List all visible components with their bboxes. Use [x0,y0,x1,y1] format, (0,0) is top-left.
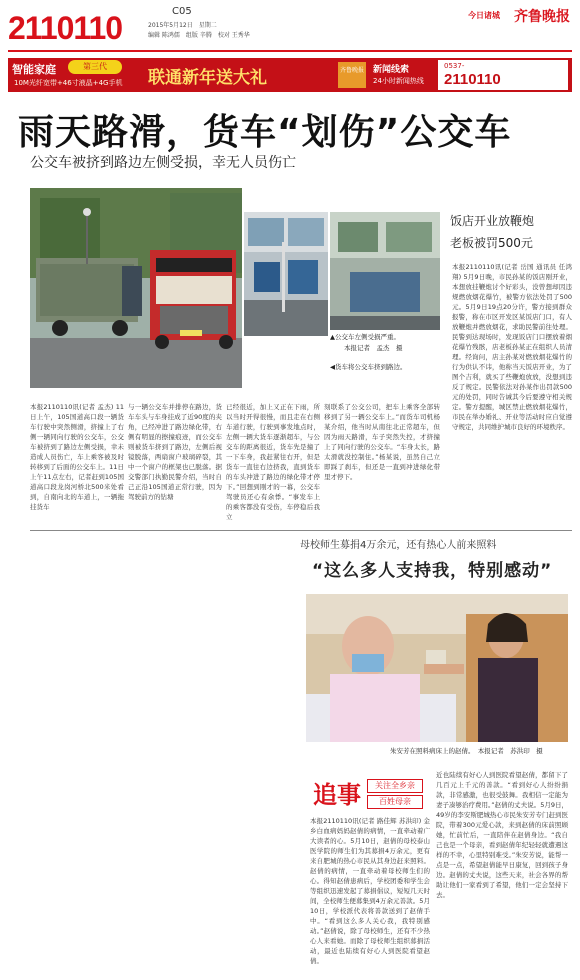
article1-headline: 雨天路滑，货车“划伤”公交车 [18,112,512,153]
article2-headline-line1: 饭店开业放鞭炮 [450,214,535,228]
article1-column-2: 与一辆公交车并排停在路边，货车车头与车身挂成了近90度的夹角，已经冲进了路边绿化带，右侧有明显的擦撞痕迹，而公交车则被货车挤到了路边，左侧后视镜脱落，两扇窗户玻璃碎裂，其中一个窗户的框架也已脱落。据交警部门执勤民警介绍，当时自己正沿105国道正常行驶，因为驾驶前方的钻塘 [128,403,222,501]
ad-area-code: 0537- [444,62,465,70]
article3-headline: “这么多人支持我，特别感动” [312,561,553,581]
column-tag-sub1: 关注全乡亲 [367,779,423,793]
article1-column-1: 本报2110110讯(记者 孟杰) 11日上午，105国道高口段一辆货车行驶中突然侧滑，挤撞上了右侧一辆同向行驶的公交车，公交车被挤到了路边左侧受损，幸未造成人员伤亡，车上乘客被及时转移到了后面的公交车上。11日上午11点左右，记者赶到105国道高口段龙岗河桥北500米处看到，自南向北的车道上，一辆拖挂货车 [30,403,124,511]
hotline-number: 2110110 [8,10,123,46]
ad-hotline-sub: 24小时新闻热线 [373,77,424,85]
column-tag-sub2: 百姓母亲 [367,795,423,809]
date-line: 2015年5月12日 星期二 [148,22,217,29]
article2-headline-line2: 老板被罚500元 [450,236,533,250]
ad-brand: 智能家庭 [12,63,56,76]
photo-caption-1: ▲公交车左侧受损严重。 [330,333,400,341]
ad-banner[interactable] [8,58,572,92]
header-rule [8,50,572,52]
column-tag-title: 追事 [313,780,361,809]
article3-column-right: 近也陆续有好心人到医院看望赵倩，都留下了几百元上千元的善款。“看到好心人纷纷捐款，非常感激，也很受鼓舞。我相信一定能为妻子凑够治疗费用。”赵倩的丈夫说。5月9日，49岁的李安斯肥城热心市民朱安芳专门赶到医院，带着300元爱心款，来到赵倩的床前照顾她，忙前忙后，一直陪伴在赵倩身边。“我自己也是一个母亲，看到赵倩年纪轻轻就遭遇这样的不幸，心里特别难受。”朱安芳说，能帮一点是一点，希望赵倩能早日康复，回到孩子身边。赵倩的丈夫说，这些天来，社会各界的帮助让他们一家看到了希望，他们一定会坚持下去。 [436,771,568,899]
ad-hotline-label: 新闻线索 [373,65,410,75]
column-tag [313,775,423,811]
photo-caption-3: ◀货车将公交车挤到路边。 [330,363,407,371]
ad-sub-line: 10M光纤宽带+46寸液晶+4G手机 [14,79,123,87]
photo-caption-2: 本报记者 孟杰 摄 [344,344,403,352]
article1-column-4: 刻联系了公交公司，把车上乘客全部转移到了另一辆公交车上。”而货车司机杨某介绍，他当时从南往北正常超车，但因为雨天路滑，车子突然失控，才挤撞上了同向行驶的公交车。“车身太长，路太滑就没控制住。”杨某说，虽然自己立即踩了刹车，但还是一直到冲进绿化带里才停下。 [324,403,440,481]
bus-and-truck-photo [30,188,242,388]
masthead-logo: 齐鲁晚报 [514,9,570,25]
section-divider [30,530,572,531]
ad-badge: 第三代 [68,60,122,74]
article3-column-left: 本报2110110讯(记者 路佳辉 苏洪印) 金乡白血病妈妈赵倩的病情，一直牵动着广大读者的心。5月10日，赵倩的母校泰山医学院的师生们为其募捐4万余元，更有来自肥城的热心市民从其身边赶来照料。赵倩的病情，一直牵动着母校师生们的心。得知赵倩患病后，学校团委和学生会等组织迅速发起了募捐倡议，短短几天时间，全校师生便募集到4万余元善款。5月10日，学校派代表将善款送到了赵倩手中。“看到这么多人关心我，我特别感动。”赵倩说，除了母校师生，还有不少热心人来看她。而除了母校师生组织募捐活动，最近也陆续有好心人到医院看望赵倩。 [310,817,430,965]
bus-interior-photo [244,212,328,336]
article1-subhead: 公交车被挤到路边左侧受损，幸无人员伤亡 [30,155,296,171]
article3-pre-headline: 母校师生募捐4万余元，还有热心人前来照料 [300,540,497,551]
patient-and-carer-photo [306,594,568,742]
ad-hotline-box [438,60,568,90]
ad-phone-number: 2110110 [444,71,501,88]
article2-body: 本报2110110讯(记者 岳国 通讯员 任鸿翔) 5月9日晚，市民孙某的饭店刚开业，本想放挂鞭炮讨个好彩头，没曾想却因违规燃放烟花爆竹，被警方依法处罚了500元。5月9日19点20分许，警方接到群众报警，称在市区开发区某饭店门口，有人放鞭炮并燃放烟花，求助民警前往处理。民警到达现场时，发现饭店门口摆放着烟花爆竹残骸，店老板孙某正在组织人员清理。经询问，店主孙某对燃放烟花爆竹的行为供认不讳，他称当天饭店开业，为了图个吉利，就买了些鞭炮放放，没想到违反了规定。民警依法对孙某作出罚款500元的处罚，同时告诫其今后要遵守相关规定。警方提醒，城区禁止燃放烟花爆竹，市民在举办婚礼、开业等活动时应自觉遵守规定，共同维护城市良好的环境秩序。 [452,263,572,431]
ad-slogan: 联通新年送大礼 [148,68,267,88]
ad-tile: 齐鲁晚报 [338,62,366,88]
article2-headline [450,210,534,254]
article1-column-3: 已经很近，加上又正在下雨，所以当时开得很慢，而且走在右侧车道行驶，行驶到事发地点时，左侧一辆大货车逐渐超车，与公交车的距离很近，货车先是撞了一下车身，我赶紧往右开，但是货车一直往右边挤我，直到货车的车头冲进了路边的绿化带才停下。”回想到刚才的一幕，公交车驾驶员还心有余悸。“事发车上的乘客都没有受伤，车停稳后我立 [226,403,320,521]
section-name: 今日诸城 [468,11,500,20]
bus-window-photo [330,212,440,330]
page-number: C05 [172,6,192,17]
article3-photo-caption: 朱安芳在照料病床上的赵倩。 本报记者 苏洪印 摄 [390,747,543,755]
staff-line: 编辑 陈鸿儒 组版 辛腾 校对 王秀华 [148,32,250,39]
